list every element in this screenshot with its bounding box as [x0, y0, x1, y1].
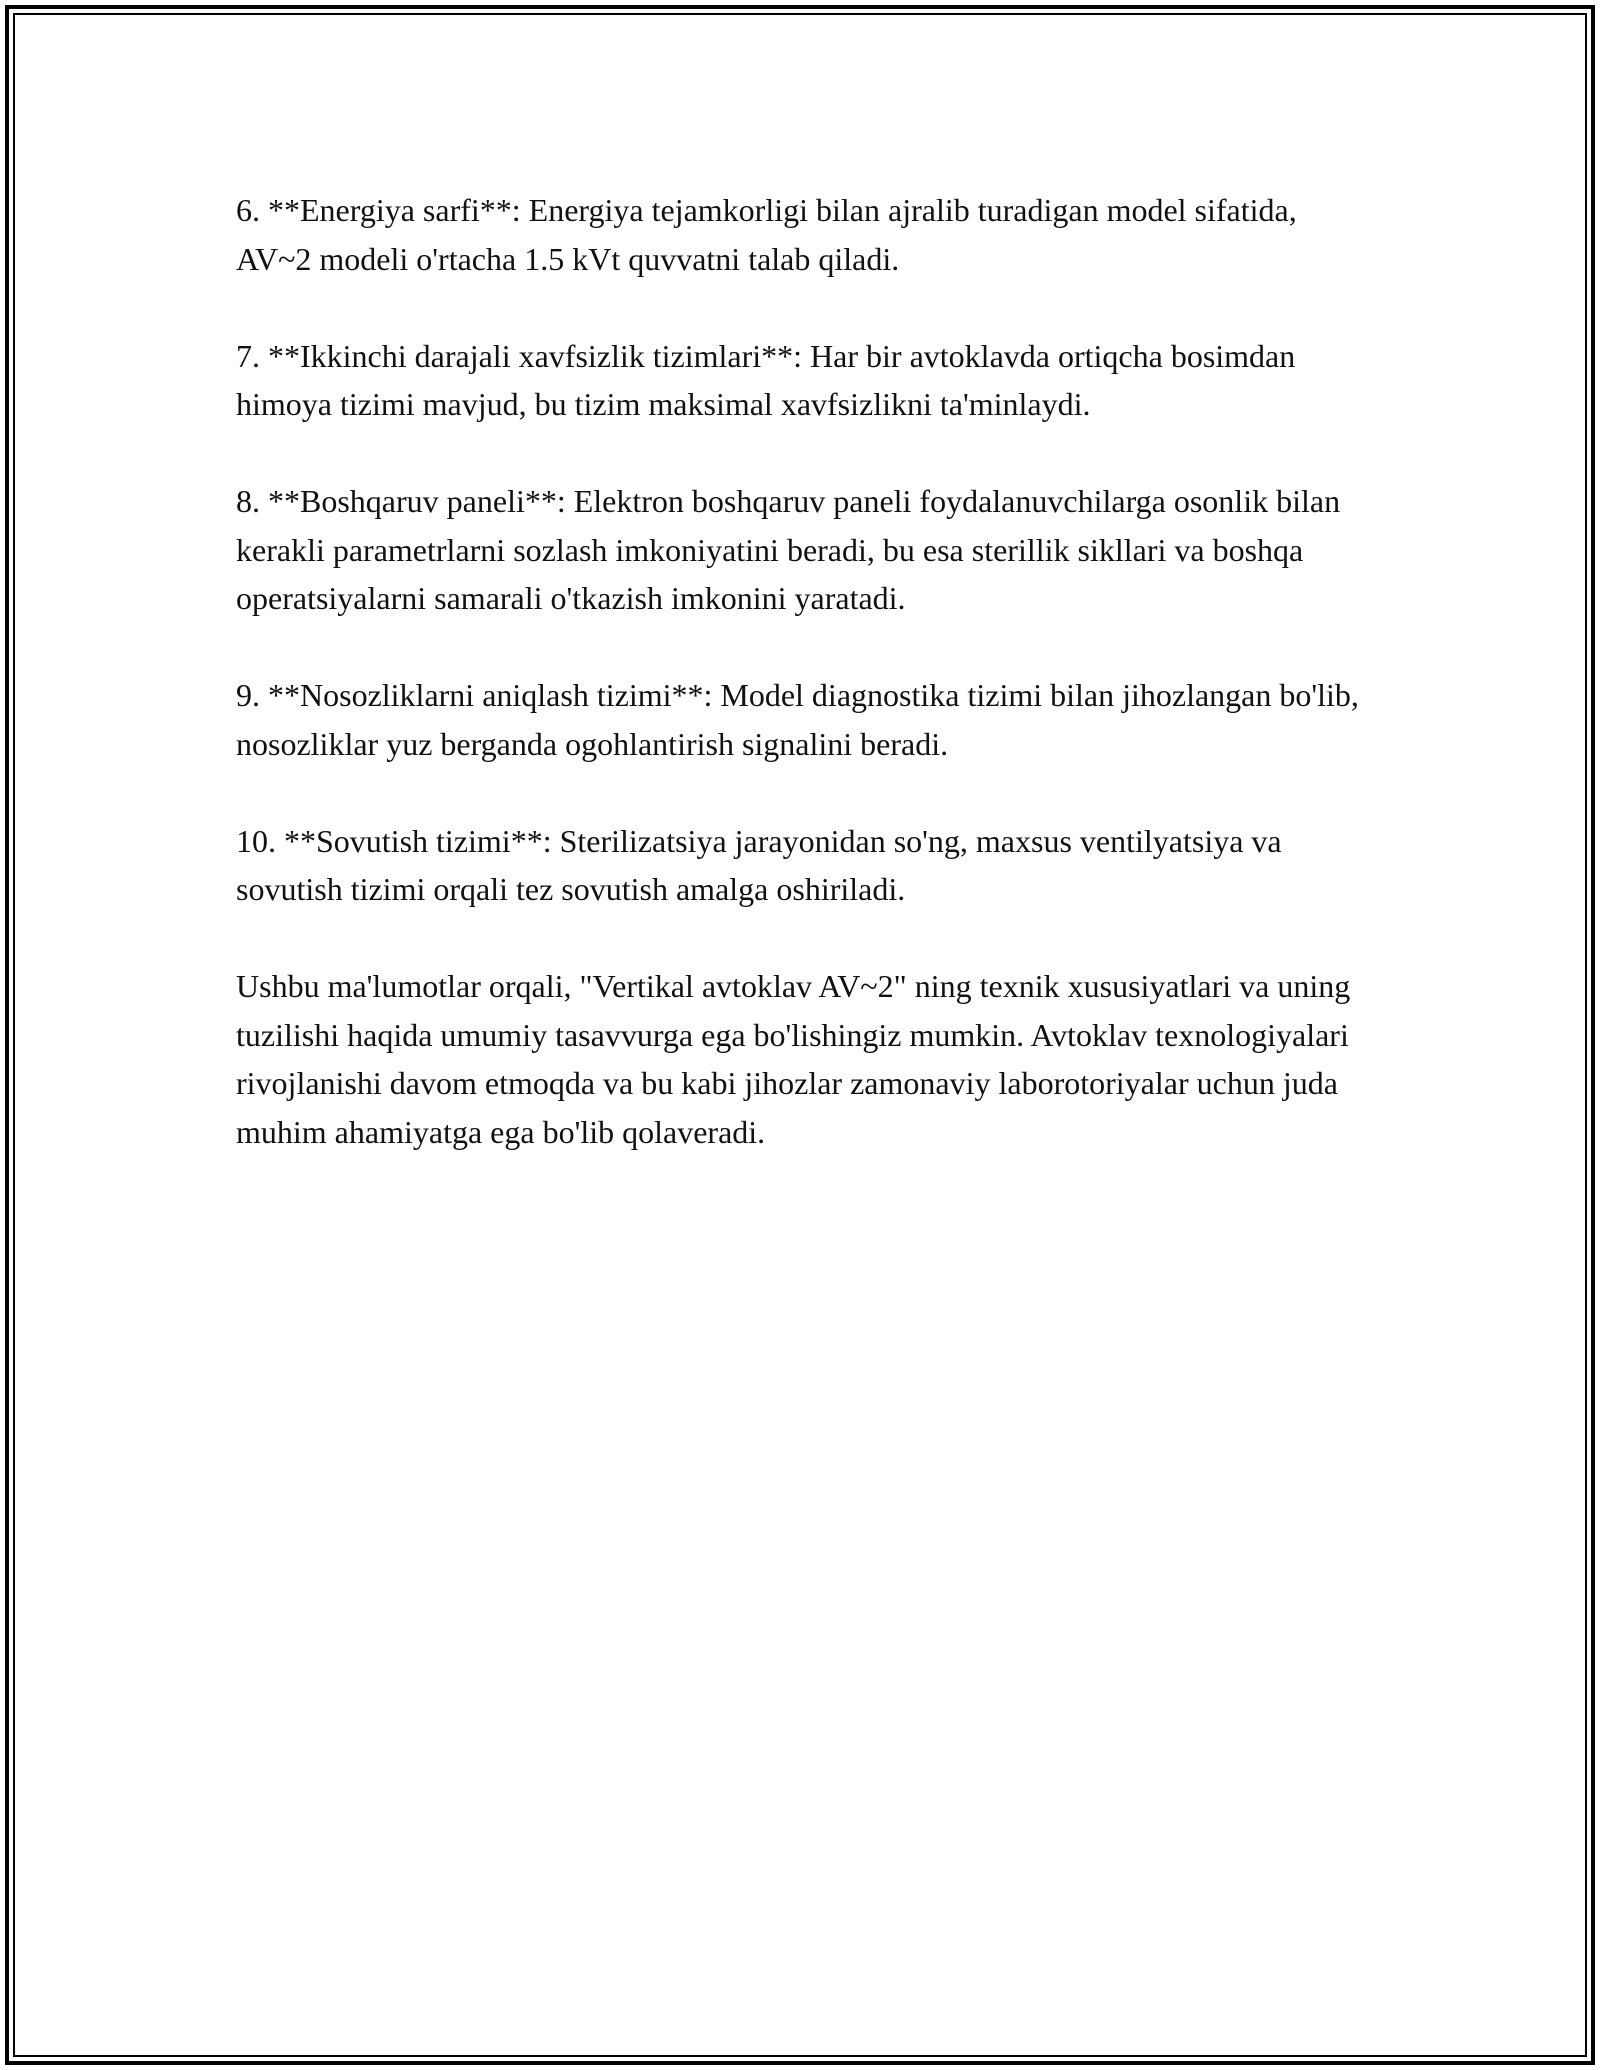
paragraph-conclusion: Ushbu ma'lumotlar orqali, "Vertikal avtoklav AV~2" ning texnik xususiyatlari va uning tuzilishi haqida umumiy tasavvurga ega bo'lishingiz mumkin. Avtoklav texnologiyalari rivojlanishi davom etmoqda va bu kabi jihozlar zamonaviy laborotoriyalar uchun juda muhim ahamiyatga ega bo'lib qolaveradi. — [236, 968, 1351, 1150]
document-body — [236, 186, 1376, 1205]
paragraph-energy-consumption: 6. **Energiya sarfi**: Energiya tejamkorligi bilan ajralib turadigan model sifatida, AV~2 modeli o'rtacha 1.5 kVt quvvatni talab qiladi. — [236, 192, 1297, 277]
paragraph-secondary-safety-systems: 7. **Ikkinchi darajali xavfsizlik tizimlari**: Har bir avtoklavda ortiqcha bosimdan himoya tizimi mavjud, bu tizim maksimal xavfsizlikni ta'minlaydi. — [236, 337, 1296, 422]
paragraph-control-panel: 8. **Boshqaruv paneli**: Elektron boshqaruv paneli foydalanuvchilarga osonlik bilan kerakli parametrlarni sozlash imkoniyatini beradi, bu esa sterillik sikllari va boshqa operatsiyalarni samarali o'tkazish imkonini yaratadi. — [236, 483, 1341, 616]
paragraph-cooling-system: 10. **Sovutish tizimi**: Sterilizatsiya jarayonidan so'ng, maxsus ventilyatsiya va sovutish tizimi orqali tez sovutish amalga oshiriladi. — [236, 822, 1282, 907]
paragraph-fault-detection-system: 9. **Nosozliklarni aniqlash tizimi**: Model diagnostika tizimi bilan jihozlangan bo'lib, nosozliklar yuz berganda ogohlantirish signalini beradi. — [236, 677, 1359, 762]
